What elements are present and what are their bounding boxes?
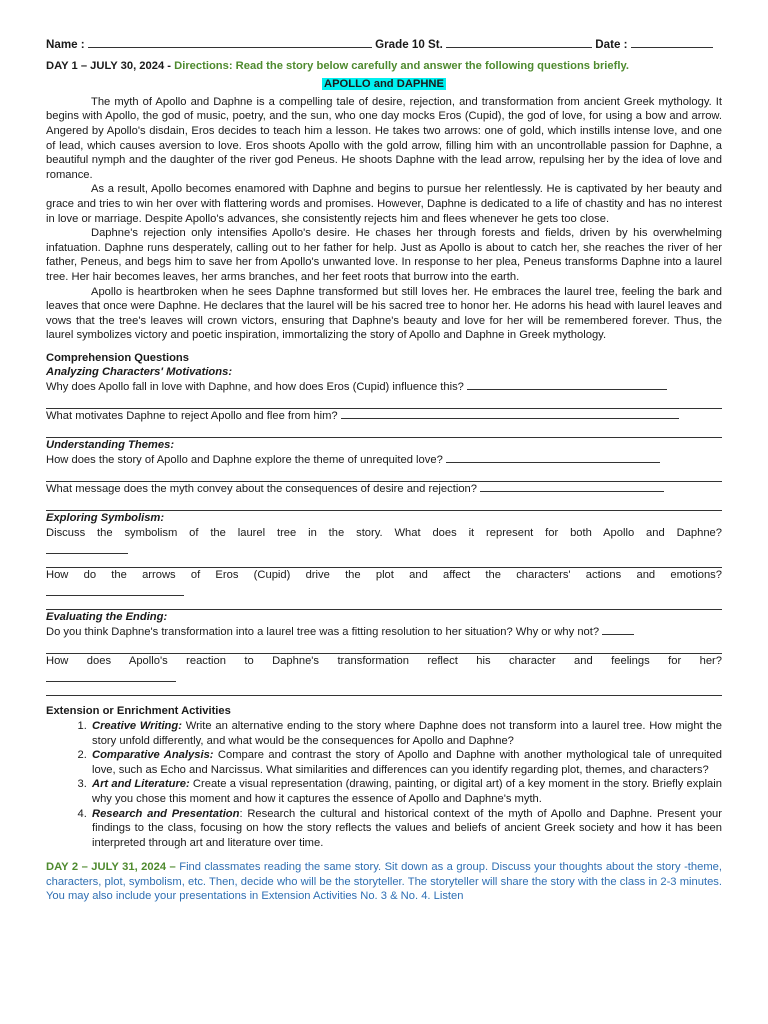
story-paragraph: The myth of Apollo and Daphne is a compelling tale of desire, rejection, and transformation from ancient Greek mythology. It begins with Apollo, the god of music, poetry, and the sun, who one day mocks Eros (Cupid), the god of love, for using a bow and arrow. Angered by Apollo's disdain, Eros decides to teach him a lesson. He takes two arrows: one of gold, which instills intense love, and one of lead, which causes aversion to love. Eros shoots Apollo with the gold arrow, filling him with an uncontrollable passion for Daphne, a beautiful nymph and the daughter of the river god Peneus. He shoots Daphne with the lead arrow, repulsing her by the idea of love and romance.	[46, 95, 722, 181]
list-item	[90, 748, 722, 777]
story-paragraph: As a result, Apollo becomes enamored with Daphne and begins to pursue her relentlessly. He is captivated by her beauty and grace and tries to win her over with flattering words and promises. However, Daphne is dedicated to a life of chastity and has no interest in love or marriage. Despite Apollo's advances, she consistently rejects him and flees whenever he gets too close.	[46, 183, 722, 225]
question	[46, 568, 722, 583]
date-label: Date :	[595, 38, 628, 51]
question	[46, 654, 722, 669]
answer-blank[interactable]	[446, 453, 660, 463]
section-blank[interactable]	[446, 38, 592, 48]
question	[46, 482, 722, 497]
answer-blank[interactable]	[46, 669, 176, 682]
activity-text: Create a visual representation (drawing, painting, or digital art) of a key moment in the story. Briefly explain why you chose this moment and how it captures the essence of Apollo and Daphne's myth.	[92, 778, 722, 805]
grade-label: Grade 10 St.	[375, 38, 443, 51]
activity-label: Comparative Analysis:	[92, 749, 214, 762]
story-paragraph: Apollo is heartbroken when he sees Daphne transformed but still loves her. He embraces the laurel tree, feeling the bark and leaves that once were Daphne. He declares that the laurel will be his sacred tree to honor her. He adorns his head with laurel leaves and vows that the tree's leaves will crown victors, ensuring that Daphne's beauty and love for her will be remembered forever. Thus, the laurel symbolizes victory and poetic inspiration, immortalizing the story of Apollo and Daphne in Greek mythology.	[46, 285, 722, 342]
date-blank[interactable]	[631, 38, 713, 48]
question-text: How does Apollo's reaction to Daphne's transformation reflect his character and feelings for her?	[46, 655, 722, 668]
answer-line[interactable]	[46, 424, 722, 439]
activity-label: Research and Presentation	[92, 807, 240, 820]
story-title-wrap	[46, 77, 722, 92]
section-title-ending: Evaluating the Ending:	[46, 611, 168, 624]
extension-list	[90, 719, 722, 850]
day2-instructions	[46, 860, 722, 904]
extension-heading: Extension or Enrichment Activities	[46, 705, 231, 718]
day2-text: Find classmates reading the same story. Sit down as a group. Discuss your thoughts about the story -theme, characters, plot, symbolism, etc. Then, decide who will be the storyteller. The storyteller will share the story with the class in 2-3 minutes. You may also include your presentations in Extension Activities No. 3 & No. 4. Listen	[46, 861, 722, 903]
student-info-header	[46, 38, 722, 53]
question	[46, 453, 722, 468]
section-title-symbolism: Exploring Symbolism:	[46, 512, 165, 525]
day2-label: DAY 2 – JULY 31, 2024 –	[46, 861, 176, 874]
question	[46, 380, 722, 395]
question-text: How does the story of Apollo and Daphne explore the theme of unrequited love?	[46, 454, 443, 467]
answer-blank[interactable]	[341, 409, 679, 419]
question	[46, 625, 722, 640]
activity-text: : Research the cultural and historical context of the myth of Apollo and Daphne. Present your findings to the class, focusing on how the story reflects the values and beliefs of ancient Greek society and how it has been interpreted through art and literature over time.	[92, 807, 723, 849]
name-label: Name :	[46, 38, 85, 51]
question-text: What motivates Daphne to reject Apollo and flee from him?	[46, 410, 338, 423]
comprehension-heading: Comprehension Questions	[46, 351, 189, 364]
question-text: Why does Apollo fall in love with Daphne, and how does Eros (Cupid) influence this?	[46, 381, 464, 394]
answer-blank[interactable]	[480, 482, 664, 492]
day1-instructions	[46, 59, 722, 74]
story-body	[46, 95, 722, 343]
answer-blank[interactable]	[46, 541, 128, 554]
name-blank[interactable]	[88, 38, 372, 48]
day1-directions: Directions: Read the story below carefully and answer the following questions briefly.	[174, 59, 629, 72]
answer-blank[interactable]	[467, 380, 667, 390]
question	[46, 526, 722, 541]
answer-blank[interactable]	[46, 583, 184, 596]
answer-blank[interactable]	[602, 625, 634, 635]
answer-line[interactable]	[46, 596, 722, 611]
section-title-motivations: Analyzing Characters' Motivations:	[46, 366, 233, 379]
answer-line[interactable]	[46, 395, 722, 410]
question	[46, 409, 722, 424]
answer-line[interactable]	[46, 497, 722, 512]
answer-line[interactable]	[46, 682, 722, 697]
question-text: Do you think Daphne's transformation into a laurel tree was a fitting resolution to her situation? Why or why not?	[46, 625, 600, 638]
answer-line[interactable]	[46, 554, 722, 569]
story-title: APOLLO and DAPHNE	[324, 78, 444, 91]
activity-label: Art and Literature:	[92, 778, 190, 791]
list-item	[90, 777, 722, 806]
activity-text: Compare and contrast the story of Apollo and Daphne with another mythological tale of unrequited love, such as Echo and Narcissus. What similarities and differences can you identify regarding plot, themes, and characters?	[92, 749, 722, 776]
answer-line[interactable]	[46, 468, 722, 483]
list-item	[90, 719, 722, 748]
answer-line[interactable]	[46, 640, 722, 655]
day1-label: DAY 1 – JULY 30, 2024 -	[46, 59, 175, 72]
story-paragraph: Daphne's rejection only intensifies Apollo's desire. He chases her through forests and fields, driven by his overwhelming infatuation. Daphne runs desperately, calling out to her father for help. Just as Apollo is about to catch her, she reaches the river of her father, Peneus, and begs him to save her from Apollo's unwanted love. In response to her plea, Peneus transforms Daphne into a laurel tree. Her hair becomes leaves, her arms branches, and her feet roots that burrow into the earth.	[46, 227, 722, 283]
activity-label: Creative Writing:	[92, 719, 182, 732]
question-text: Discuss the symbolism of the laurel tree in the story. What does it represent for both Apollo and Daphne?	[46, 527, 722, 539]
activity-text: Write an alternative ending to the story where Daphne does not transform into a laurel tree. How might the story unfold differently, and what would be the consequences for Apollo and Daphne?	[92, 719, 722, 747]
list-item	[90, 807, 722, 851]
question-text: How do the arrows of Eros (Cupid) drive the plot and affect the characters' actions and emotions?	[46, 569, 722, 582]
question-text: What message does the myth convey about the consequences of desire and rejection?	[46, 483, 477, 496]
section-title-themes: Understanding Themes:	[46, 439, 175, 452]
